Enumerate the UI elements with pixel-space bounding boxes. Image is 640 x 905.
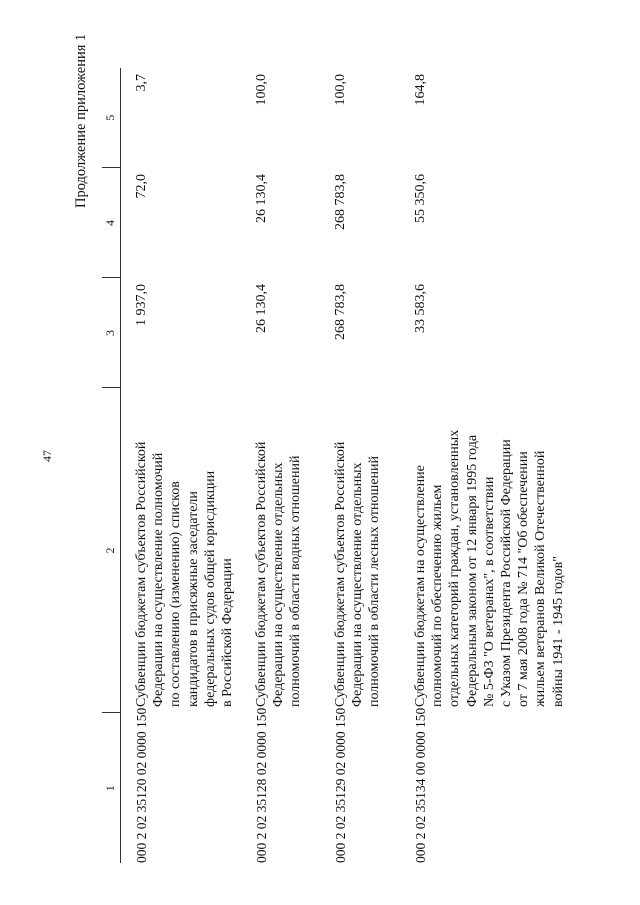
value-col-5: 3,7 <box>134 74 149 92</box>
description-line: полномочий в области водных отношений <box>288 455 304 707</box>
header-col-2: 2 <box>102 388 121 713</box>
value-col-3: 268 783,8 <box>333 284 348 340</box>
header-col-1: 1 <box>102 713 121 863</box>
description-line: Субвенции бюджетам на осуществление <box>413 465 428 707</box>
table-row <box>400 68 609 863</box>
value-col-4: 26 130,4 <box>254 174 269 223</box>
description-line: Федерации на осуществление отдельных <box>271 462 287 707</box>
value-col-4: 268 783,8 <box>333 174 348 230</box>
description-line: по составлению (изменению) списков <box>168 481 184 707</box>
budget-code: 000 2 02 35128 02 0000 150 <box>254 707 269 863</box>
header-col-5: 5 <box>102 68 121 168</box>
rotated-table-sheet <box>70 33 630 893</box>
description-line: от 7 мая 2008 года № 714 "Об обеспечении <box>516 451 532 707</box>
table-row <box>320 68 400 863</box>
budget-code: 000 2 02 35120 02 0000 150 <box>134 707 149 863</box>
description-line: Субвенции бюджетам субъектов Российской <box>254 441 269 707</box>
value-col-4: 55 350,6 <box>413 174 428 223</box>
description-line: Федерации на осуществление отдельных <box>350 462 366 707</box>
description-line: отдельных категорий граждан, установленных <box>447 429 463 707</box>
value-col-5: 164,8 <box>413 74 428 106</box>
description-line: кандидатов в присяжные заседатели <box>185 491 201 707</box>
item-description <box>121 388 242 713</box>
value-col-4: 72,0 <box>134 174 149 199</box>
description-line: Федерации на осуществление полномочий <box>151 452 167 707</box>
description-line: войны 1941 - 1945 годов" <box>550 555 566 707</box>
description-line: полномочий в области лесных отношений <box>367 455 383 707</box>
budget-code: 000 2 02 35129 02 0000 150 <box>333 707 348 863</box>
value-col-3: 33 583,6 <box>413 284 428 333</box>
description-line: федеральных судов общей юрисдикции <box>202 470 218 707</box>
item-description <box>320 388 400 713</box>
description-line: Федеральным законом от 12 января 1995 года <box>464 434 480 707</box>
description-line: Субвенции бюджетам субъектов Российской <box>134 441 149 707</box>
description-line: полномочий по обеспечению жильем <box>430 484 446 707</box>
table-row <box>121 68 242 863</box>
budget-code: 000 2 02 35134 00 0000 150 <box>413 707 428 863</box>
item-description <box>241 388 320 713</box>
description-line: в Российской Федерации <box>220 558 236 707</box>
value-col-5: 100,0 <box>254 74 269 106</box>
page-number: 47 <box>40 450 54 462</box>
header-col-4: 4 <box>102 168 121 278</box>
header-col-3: 3 <box>102 278 121 388</box>
header-row <box>102 68 121 863</box>
description-line: с Указом Президента Российской Федерации <box>499 439 515 707</box>
value-col-3: 26 130,4 <box>254 284 269 333</box>
budget-table <box>102 68 609 863</box>
item-description <box>400 388 609 713</box>
table-row <box>241 68 320 863</box>
description-line: Субвенции бюджетам субъектов Российской <box>333 441 348 707</box>
description-line: № 5-ФЗ "О ветеранах", в соответствии <box>481 476 497 707</box>
description-line: жильем ветеранов Великой Отечественной <box>533 450 549 707</box>
value-col-5: 100,0 <box>333 74 348 106</box>
value-col-3: 1 937,0 <box>134 284 149 326</box>
continuation-caption: Продолжение приложения 1 <box>73 33 89 208</box>
